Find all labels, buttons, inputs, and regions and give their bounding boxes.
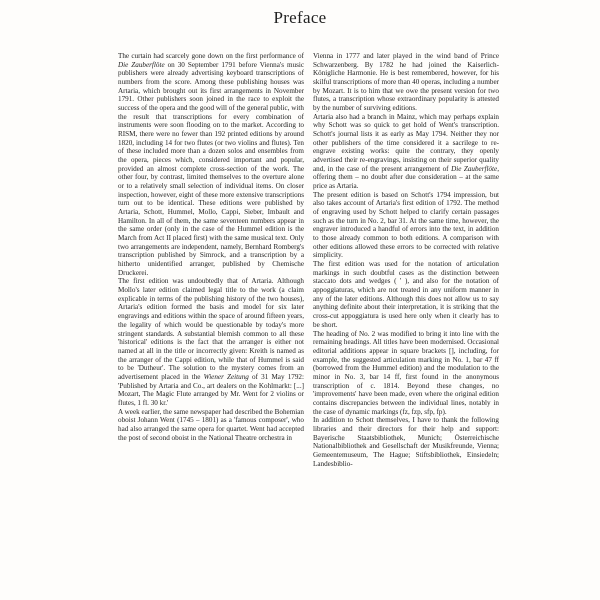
italic-title: Wiener Zeitung — [203, 372, 249, 381]
paragraph: The heading of No. 2 was modified to bring it into line with the remaining headings. All titles have been modernised. Occasional editorial additions appear in square brackets [], including, for example, the suggested articulation marking in No. 1, bar 47 ff (borrowed from the Hummel edition) and the modulation to the minor in No. 3, bar 14 ff, first found in the anonymous transcription of c. 1814. Beyond these changes, no 'improvements' have been made, even where the original edition contains discrepancies between the individual lines, notably in the case of dynamic markings (fz, fzp, sfp, fp). — [313, 329, 499, 416]
italic-title: Die Zauberflöte — [451, 164, 498, 173]
paragraph: The first edition was undoubtedly that of Artaria. Although Mollo's later edition claimed legal title to the work (a claim explicable in terms of the publishing history of the two houses), Artaria's edition formed the basis and model for six later engravings and editions within the space of around fifteen years, the legality of which would be questionable by today's more stringent standards. A substantial blemish common to all these 'historical' editions is the fact that the arranger is either not named at all in the title or incorrectly given: Kreith is named as the arranger of the Cappi edition, while that of Hummel is said to be 'Dutheur'. The solution to the mystery comes from an advertisement placed in the Wiener Zeitung of 31 May 1792: 'Published by Artaria and Co., art dealers on the Kohlmarkt: [...] Mozart, The Magic Flute arranged by Mr. Went for 2 violins or flutes, 1 fl. 30 kr.' — [118, 277, 304, 407]
page-title: Preface — [273, 8, 327, 27]
paragraph: A week earlier, the same newspaper had described the Bohemian oboist Johann Went (1745 – 1801) as a 'famous composer', who had also arranged the same opera for quartet. Went had accepted the post of second oboist in the National Theatre orchestra in — [118, 407, 304, 442]
paragraph: Vienna in 1777 and later played in the wind band of Prince Schwarzenberg. By 1782 he had joined the Kaiserlich-Königliche Harmonie. He is best remembered, however, for his skilful transcriptions of more than 40 operas, including a number by Mozart. It is to him that we owe the present version for two flutes, a transcription whose extraordinary popularity is attested by the number of surviving editions. — [313, 52, 499, 113]
italic-title: Die Zauberflöte — [118, 60, 165, 69]
paragraph: The present edition is based on Schott's 1794 impression, but also takes account of Artaria's first edition of 1792. The method of engraving used by Schott helped to clarify certain passages such as the turn in No. 2, bar 31. At the same time, however, the engraver introduced a handful of errors into the text, in addition to those already common to both editions. A comparison with other editions allowed these errors to be corrected with relative simplicity. — [313, 190, 499, 260]
paragraph: The curtain had scarcely gone down on the first performance of Die Zauberflöte on 30 September 1791 before Vienna's music publishers were already advertising keyboard transcriptions of numbers from the score. Among these publishing houses was Artaria, which brought out its first arrangements in November 1791. Other publishers soon joined in the race to exploit the success of the opera and the good will of the general public, with the result that transcriptions for every combination of instruments were soon flooding on to the market. According to RISM, there were no fewer than 192 printed editions by around 1820, including 14 for two flutes (or two violins and flutes). Ten of these included more than a dozen solos and ensembles from the opera, pieces which, considered important and popular, provided an almost complete cross-section of the work. The other four, by contrast, limited themselves to the overture alone or to a relatively small selection of individual items. On closer inspection, however, eight of these more extensive transcriptions turn out to be identical. These editions were published by Artaria, Schott, Hummel, Mollo, Cappi, Sieber, Imbault and Hamilton. In all of them, the same seventeen numbers appear in the same order (only in the case of the Hummel edition is the March from Act II placed first) with the same musical text. Only two arrangements are independent, namely, Bernhard Romberg's transcription published by Simrock, and a transcription by a hitherto unidentified arranger, published by Chemische Druckerei. — [118, 52, 305, 277]
right-text-column — [313, 52, 499, 468]
left-text-column — [118, 52, 304, 442]
paragraph: In addition to Schott themselves, I have to thank the following libraries and their directors for their help and support: Bayerische Staatsbibliothek, Munich; Österreichische Nationalbibliothek and Gesellschaft der Musikfreunde, Vienna; Gemeentemuseum, The Hague; Stiftsbibliothek, Einsiedeln; Landesbiblio- — [313, 416, 499, 468]
paragraph: Artaria also had a branch in Mainz, which may perhaps explain why Schott was so quick to get hold of Went's transcription. Schott's journal lists it as early as May 1794. Neither they nor other publishers of the time considered it a sacrilege to re-engrave existing works: quite the contrary, they openly advertised their re-engravings, insisting on their superior quality and, in the case of the present arrangement of Die Zauberflöte, offering them – no doubt after due consideration – at the same price as Artaria. — [313, 112, 499, 191]
paragraph: The first edition was used for the notation of articulation markings in such doubtful cases as the distinction between staccato dots and wedges ( ' ), and also for the notation of appoggiaturas, which are not treated in any uniform manner in any of the later editions. Although this does not allow us to say anything definite about their interpretation, it is striking that the cross-cut appoggiatura is used here only when it clearly has to be short. — [313, 260, 499, 329]
